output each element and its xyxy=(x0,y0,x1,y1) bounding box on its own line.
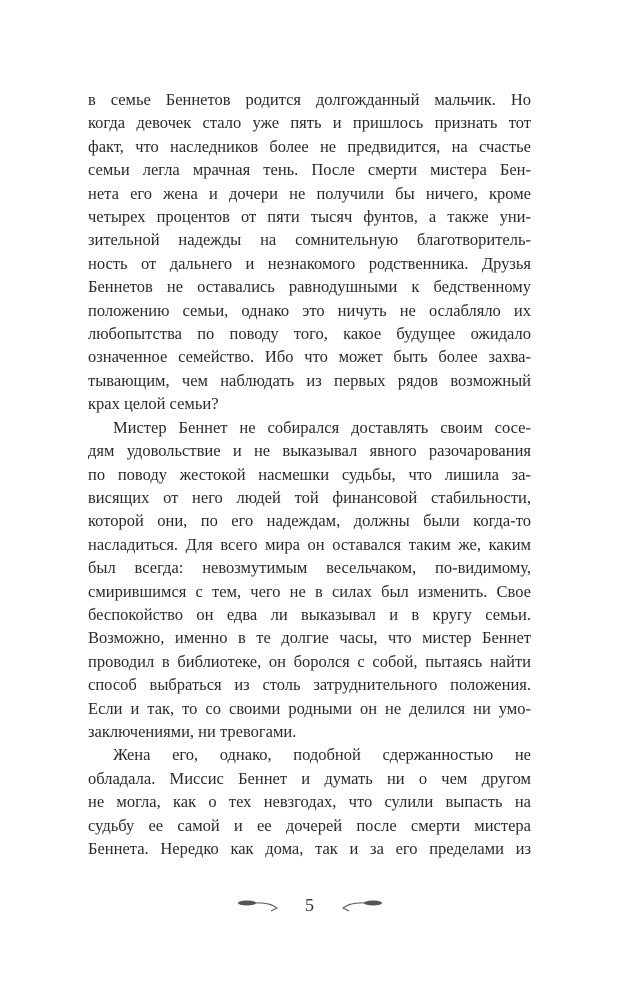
paragraph xyxy=(88,88,531,416)
book-page-text xyxy=(88,88,531,860)
text-line: любопытства по поводу того, какое будущее ожидало xyxy=(88,324,531,344)
text-line: насладиться. Для всего мира он оставался таким же, каким xyxy=(88,534,531,554)
text-line: которой они, по его надеждам, должны были когда-то xyxy=(88,511,531,531)
paragraph xyxy=(88,416,531,744)
text-line: тывающим, чем наблюдать из первых рядов возможный xyxy=(88,370,531,390)
text-line: по поводу жестокой насмешки судьбы, что лишила за- xyxy=(88,464,531,484)
text-line: дям удовольствие и не выказывал явного разочарования xyxy=(88,441,531,461)
text-line: ность от дальнего и незнакомого родственника. Друзья xyxy=(88,253,531,273)
page-number: 5 xyxy=(305,895,314,916)
sprig-ornament-left-icon xyxy=(237,899,287,913)
text-line: положению семьи, однако это ничуть не ослабляло их xyxy=(88,300,531,320)
text-line: крах целой семьи? xyxy=(88,394,219,414)
paragraph xyxy=(88,743,531,860)
text-line: был всегда: невозмутимым весельчаком, по-видимому, xyxy=(88,558,531,578)
text-line: заключениями, ни тревогами. xyxy=(88,721,297,741)
text-line: нета его жена и дочери не получили бы ничего, кроме xyxy=(88,183,531,203)
text-line: Беннета. Нередко как дома, так и за его пределами из xyxy=(88,839,531,858)
text-line: смирившимся с тем, чего не в силах был изменить. Свое xyxy=(88,581,531,601)
text-line: Если и так, то со своими родными он не делился ни умо- xyxy=(88,698,531,718)
text-line: судьбу ее самой и ее дочерей после смерти мистера xyxy=(88,815,531,835)
text-line: в семье Беннетов родится долгожданный мальчик. Но xyxy=(88,90,531,109)
text-line: обладала. Миссис Беннет и думать ни о чем другом xyxy=(88,768,531,788)
text-line: означенное семейство. Ибо что может быть более захва- xyxy=(88,347,531,367)
text-line: Мистер Беннет не собирался доставлять своим сосе- xyxy=(113,417,531,437)
text-line: Жена его, однако, подобной сдержанностью не xyxy=(113,745,531,765)
text-line: семьи легла мрачная тень. После смерти мистера Бен- xyxy=(88,160,531,180)
page-footer xyxy=(0,894,619,916)
text-line: не могла, как о тех невзгодах, что сулили выпасть на xyxy=(88,792,531,812)
sprig-ornament-right-icon xyxy=(333,899,383,913)
text-line: зительной надежды на сомнительную благотворитель- xyxy=(88,230,531,250)
text-line: факт, что наследников более не предвидится, на счастье xyxy=(88,136,531,156)
text-line: способ выбраться из столь затруднительного положения. xyxy=(88,675,531,695)
text-line: висящих от него людей той финансовой стабильности, xyxy=(88,487,531,507)
text-line: четырех процентов от пяти тысяч фунтов, а также уни- xyxy=(88,207,531,227)
text-line: проводил в библиотеке, он боролся с собой, пытаясь найти xyxy=(88,651,531,671)
text-line: когда девочек стало уже пять и пришлось признать тот xyxy=(88,113,531,133)
text-line: беспокойство он едва ли выказывал и в кругу семьи. xyxy=(88,604,531,624)
text-line: Возможно, именно в те долгие часы, что мистер Беннет xyxy=(88,628,531,648)
text-line: Беннетов не оставались равнодушными к бедственному xyxy=(88,277,531,297)
